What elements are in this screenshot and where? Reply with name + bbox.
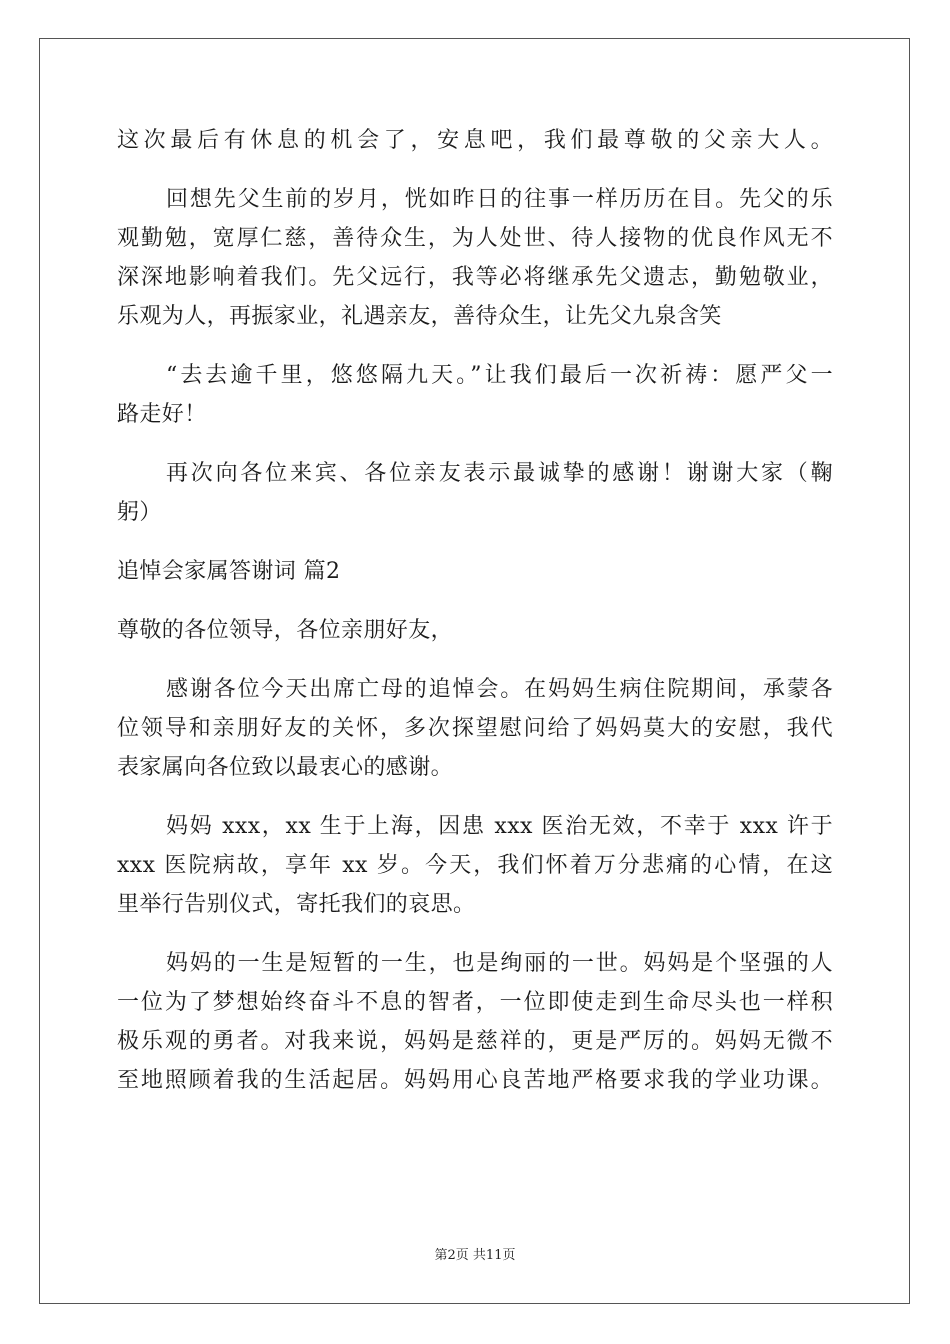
text-line: 深深地影响着我们。先父远行，我等必将继承先父遗志，勤勉敬业， [117,265,833,290]
text-line: 路走好！ [117,402,207,427]
text-line: 极乐观的勇者。对我来说，妈妈是慈祥的，更是严厉的。妈妈无微不 [117,1029,833,1054]
page-number-footer: 第2页 共11页 [434,1248,516,1263]
text-line: 观勤勉，宽厚仁慈，善待众生，为人处世、待人接物的优良作风无不 [117,226,833,251]
text-line: 里举行告别仪式，寄托我们的哀思。 [117,892,476,917]
text-line: 妈妈 xxx，xx 生于上海，因患 xxx 医治无效，不幸于 xxx 许于 [166,814,833,839]
text-line: 表家属向各位致以最衷心的感谢。 [117,755,454,780]
text-line: 妈妈的一生是短暂的一生，也是绚丽的一世。妈妈是个坚强的人 [166,951,833,976]
text-line: 位领导和亲朋好友的关怀，多次探望慰问给了妈妈莫大的安慰，我代 [117,716,833,741]
section-heading: 追悼会家属答谢词 篇2 [117,559,341,584]
text-line: 这次最后有休息的机会了，安息吧，我们最尊敬的父亲大人。 [117,128,833,153]
text-line: 再次向各位来宾、各位亲友表示最诚挚的感谢！谢谢大家（鞠 [166,461,833,486]
text-line: 躬） [117,500,162,525]
text-line: 至地照顾着我的生活起居。妈妈用心良苦地严格要求我的学业功课。 [117,1068,833,1093]
text-line: 感谢各位今天出席亡母的追悼会。在妈妈生病住院期间，承蒙各 [166,677,833,702]
text-line: 一位为了梦想始终奋斗不息的智者，一位即使走到生命尽头也一样积 [117,990,833,1015]
text-line: “去去逾千里，悠悠隔九天。”让我们最后一次祈祷：愿严父一 [166,363,833,388]
text-line: 乐观为人，再振家业，礼遇亲友，善待众生，让先父九泉含笑 [117,304,722,329]
salutation: 尊敬的各位领导，各位亲朋好友， [117,618,454,643]
text-line: xxx 医院病故，享年 xx 岁。今天，我们怀着万分悲痛的心情，在这 [117,853,833,878]
text-line: 回想先父生前的岁月，恍如昨日的往事一样历历在目。先父的乐 [166,187,833,212]
